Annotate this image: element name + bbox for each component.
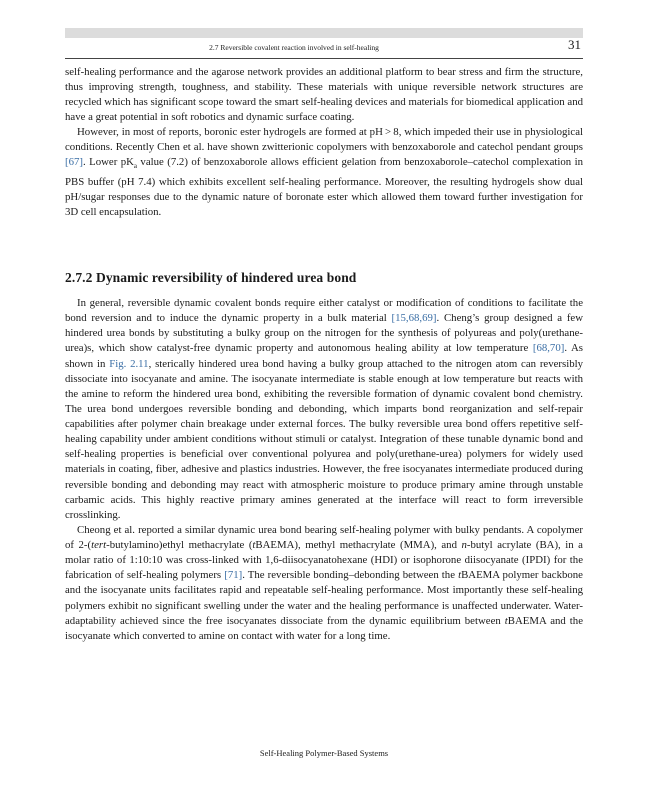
page-footer: Self-Healing Polymer-Based Systems — [259, 748, 389, 758]
figure-link[interactable]: Fig. 2.11 — [109, 357, 149, 370]
top-text — [65, 65, 583, 220]
citation-link[interactable]: [71] — [224, 569, 243, 582]
section-heading: 2.7.2 Dynamic reversibility of hindered urea bond — [65, 270, 357, 285]
header-bar — [65, 28, 583, 38]
citation-link[interactable]: [68,70] — [532, 342, 565, 355]
paragraph: self-healing performance and the agarose network provides an additional platform to bear stress and firm the structure, thus improving strength, toughness, and stability. These materials with unique reversible network structures are recycled which has significant scope toward the smart self-healing devices and materials for biomedical application and have a great potential in soft robotics and dynamic surface coating. — [65, 66, 583, 124]
paragraph: However, in most of reports, boronic ester hydrogels are formed at pH > 8, which impeded their use in physiological conditions. Recently Chen et al. have shown zwitterionic copolymers with benzoxaborole and catechol pendant groups [67]. Lower $pK_a$ value (7.2) of benzoxaborole allows efficient gelation from benzoxaborole–catechol complexation in PBS buffer (pH 7.4) which exhibits excellent self-healing performance. Moreover, the resulting hydrogels show dual pH/sugar responses due to the dynamic nature of boronate ester which allowed them toward further investigation for 3D cell encapsulation. — [65, 126, 583, 218]
page-header — [65, 28, 583, 59]
citation-link[interactable]: [15,68,69] — [391, 312, 437, 325]
paragraph: In general, reversible dynamic covalent bonds require either catalyst or modification of conditions to facilitate the bond reversion and to induce the dynamic property in a bulk material [15,68,69]. Cheng’s group designed a few hindered urea bonds by substituting a bulky group on the nitrogen for the synthesis of polyureas and poly(urethane-urea)s, which show catalyst-free dynamic property and autonomous healing ability at low temperature [68,70]. As shown in Fig. 2.11, sterically hindered urea bond having a bulky group attached to the nitrogen atom can reversibly dissociate into isocyanate and amine. The isocyanate intermediate is stable enough at low temperature but reacts with the amine to reform the hindered urea bond, exhibiting the reversible formation of dynamic covalent bond chemistry. The urea bond undergoes reversible bonding and debonding, which imparts bond reorganization and self-repair capabilities after polymer chain breakage under external forces. The bulky reversible urea bond offers repetitive self-healing capability under ambient conditions without stimuli or catalyst. Integration of these tunable dynamic bond and self-healing properties is beneficial over conventional polyurea and poly(urethane-urea) polymers for widely used materials in coating, fiber, adhesive and plastics industries. However, the free isocyanates intermediate produced during reversible bonding and debonding may react with atmospheric moisture to produce primary amine through unstable carbamic acids. This highly reactive primary amines generated at the interface will react to form irreversible crosslinking. — [65, 297, 583, 521]
paragraph: Cheong et al. reported a similar dynamic urea bond bearing self-healing polymer with bulky pendants. A copolymer of 2-(tert-butylamino)ethyl methacrylate (tBAEMA), methyl methacrylate (MMA), and n-butyl acrylate (BA), in a molar ratio of 1:10:10 was cross-linked with 1,6-diisocyanatohexane (HDI) or isophorone diisocyanate (IPDI) for the fabrication of self-healing polymers [71]. The reversible bonding–debonding between the tBAEMA polymer backbone and the isocyanate units facilitates rapid and repeatable self-healing performance. Most importantly these self-healing polymers exhibit no significant swelling under the water and the healing performance is unaffected underwater. Water-adaptability achieved since the free isocyanates dissociate from the dynamic equilibrium between tBAEMA and the isocyanate which converted to amine on contact with water for a long time. — [65, 523, 583, 642]
page-number: 31 — [568, 37, 581, 52]
section-text — [65, 296, 583, 644]
citation-link[interactable]: [67] — [65, 156, 83, 169]
running-title: 2.7 Reversible covalent reaction involved in self-healing — [209, 43, 379, 52]
header-row — [65, 38, 583, 59]
